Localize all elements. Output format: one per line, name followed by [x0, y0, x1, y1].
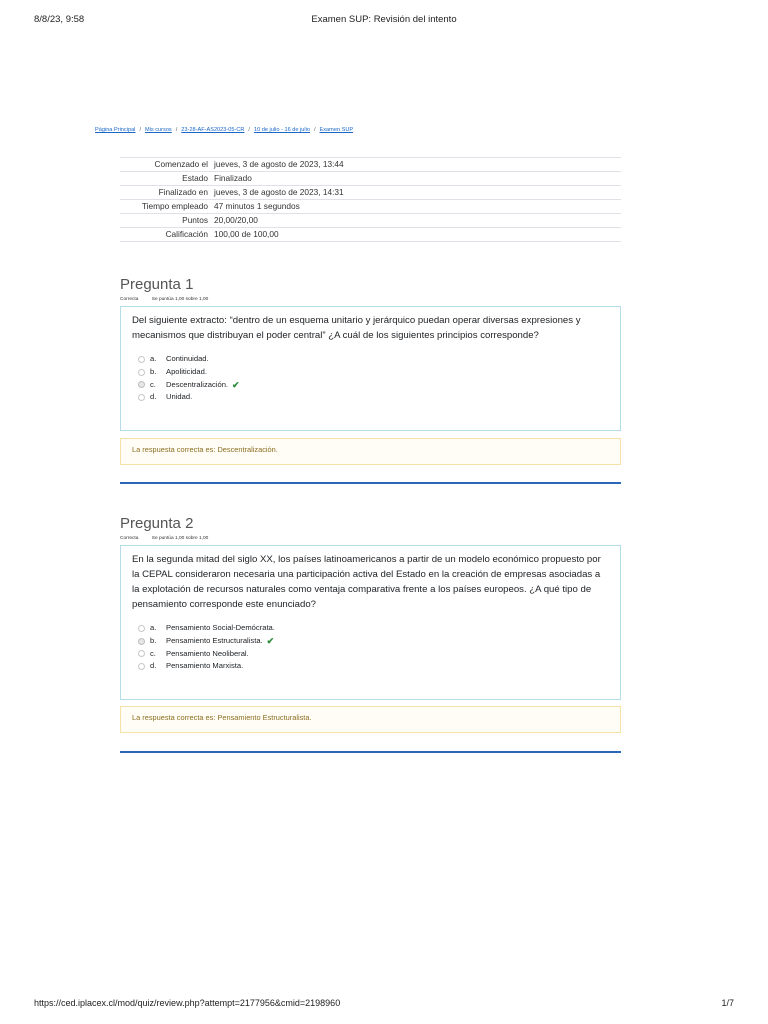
answer-option[interactable]: [138, 391, 609, 404]
breadcrumb-quiz[interactable]: Examen SUP: [319, 127, 354, 133]
answer-text: Pensamiento Marxista.: [166, 661, 244, 671]
question-1-meta: [120, 297, 208, 302]
question-number: 1: [185, 276, 194, 293]
breadcrumb-my-courses[interactable]: Mis cursos: [145, 127, 172, 133]
answer-letter: b.: [150, 366, 157, 376]
answer-text: Continuidad.: [166, 354, 209, 363]
question-number: 2: [185, 515, 194, 532]
summary-value: 100,00 de 100,00: [212, 228, 621, 242]
breadcrumb-home[interactable]: Página Principal: [95, 127, 136, 133]
breadcrumb-course[interactable]: 23-28-AF-AS2023-05-CR: [181, 127, 245, 133]
question-mark: Se puntúa 1,00 sobre 1,00: [151, 297, 209, 302]
answer-option[interactable]: [138, 622, 609, 635]
question-1-title: [120, 276, 193, 293]
question-2-content: [120, 545, 621, 700]
summary-value: 20,00/20,00: [212, 214, 621, 228]
question-mark: Se puntúa 1,00 sobre 1,00: [151, 536, 209, 541]
summary-label: Puntos: [120, 214, 212, 228]
summary-value: 47 minutos 1 segundos: [212, 200, 621, 214]
summary-value: jueves, 3 de agosto de 2023, 13:44: [212, 158, 621, 172]
radio-icon[interactable]: [138, 663, 145, 670]
answer-option-selected[interactable]: [138, 379, 609, 392]
summary-row: [120, 158, 621, 172]
question-1-feedback: La respuesta correcta es: Descentralización.: [120, 438, 621, 465]
answer-option[interactable]: [138, 366, 609, 379]
summary-value: jueves, 3 de agosto de 2023, 14:31: [212, 186, 621, 200]
answer-letter: a.: [150, 623, 157, 632]
question-status: Correcta: [120, 536, 139, 541]
answer-letter: d.: [150, 661, 157, 671]
summary-row: [120, 228, 621, 242]
answer-letter: c.: [150, 648, 156, 658]
breadcrumb-week[interactable]: 10 de julio - 16 de julio: [253, 127, 310, 133]
question-text: Del siguiente extracto: “dentro de un esquema unitario y jerárquico puedan operar diversas expresiones y mecanismos que distribuyan el poder central” ¿A cuál de los siguientes principios corresponde?: [132, 315, 581, 341]
answer-text: Apoliticidad.: [166, 366, 207, 376]
answer-option-selected[interactable]: [138, 635, 609, 648]
question-divider: [120, 751, 621, 753]
page-counter: 1/7: [721, 998, 734, 1008]
summary-row: [120, 200, 621, 214]
answer-text: Unidad.: [166, 392, 193, 402]
summary-row: [120, 186, 621, 200]
radio-icon[interactable]: [138, 381, 145, 388]
summary-label: Comenzado el: [120, 158, 212, 172]
print-url: https://ced.iplacex.cl/mod/quiz/review.php?attempt=2177956&cmid=2198960: [34, 998, 341, 1008]
question-2-title: [120, 515, 193, 532]
question-2-feedback: La respuesta correcta es: Pensamiento Estructuralista.: [120, 706, 621, 733]
question-1-content: [120, 306, 621, 431]
print-title: Examen SUP: Revisión del intento: [311, 14, 457, 25]
answer-option[interactable]: [138, 648, 609, 661]
question-2-meta: [120, 536, 208, 541]
check-icon: ✔: [266, 635, 275, 646]
answer-letter: a.: [150, 354, 157, 363]
summary-label: Estado: [120, 172, 212, 186]
radio-icon[interactable]: [138, 394, 145, 401]
summary-label: Finalizado en: [120, 186, 212, 200]
summary-row: [120, 214, 621, 228]
radio-icon[interactable]: [138, 625, 145, 632]
answer-letter: b.: [150, 635, 157, 645]
print-header: [0, 14, 768, 28]
answer-text: Pensamiento Estructuralista.: [166, 635, 263, 645]
answer-list: [138, 622, 609, 673]
summary-value: Finalizado: [212, 172, 621, 186]
question-label: Pregunta: [120, 515, 181, 532]
attempt-summary-table: [120, 157, 621, 242]
question-divider: [120, 482, 621, 484]
radio-icon[interactable]: [138, 356, 145, 363]
radio-icon[interactable]: [138, 638, 145, 645]
answer-text: Pensamiento Social-Demócrata.: [166, 623, 275, 632]
summary-label: Tiempo empleado: [120, 200, 212, 214]
summary-label: Calificación: [120, 228, 212, 242]
radio-icon[interactable]: [138, 650, 145, 657]
answer-option[interactable]: [138, 353, 609, 366]
question-label: Pregunta: [120, 276, 181, 293]
question-text: En la segunda mitad del siglo XX, los países latinoamericanos a partir de un modelo económico propuesto por la CEPAL consideraron necesaria una participación activa del Estado en la creación de empresas asociadas a la explotación de recursos naturales como ventaja comparativa frente a los países europeos. ¿A qué tipo de pensamiento corresponde este enunciado?: [132, 554, 601, 610]
answer-list: [138, 353, 609, 404]
question-status: Correcta: [120, 297, 139, 302]
answer-text: Descentralización.: [166, 379, 229, 389]
breadcrumb: Página Principal / Mis cursos / 23-28-AF-AS2023-05-CR / 10 de julio - 16 de julio / Examen SUP: [95, 127, 354, 133]
summary-row: [120, 172, 621, 186]
answer-option[interactable]: [138, 660, 609, 673]
answer-text: Pensamiento Neoliberal.: [166, 648, 249, 658]
check-icon: ✔: [232, 379, 240, 390]
print-date: 8/8/23, 9:58: [34, 14, 85, 25]
answer-letter: d.: [150, 392, 157, 402]
answer-letter: c.: [150, 379, 156, 389]
radio-icon[interactable]: [138, 369, 145, 376]
